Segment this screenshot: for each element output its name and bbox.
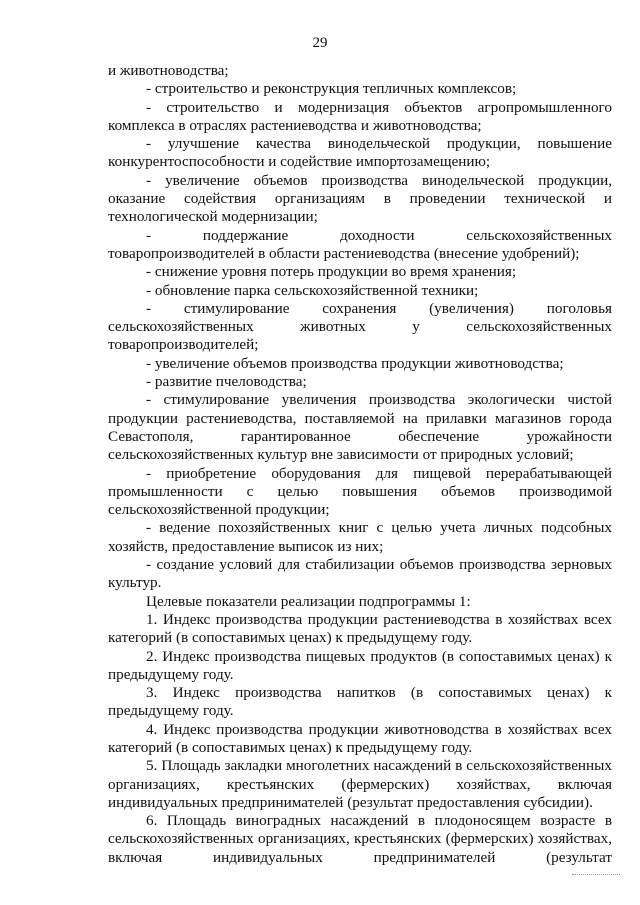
indicator-item: 5. Площадь закладки многолетних насаждений в сельскохозяйственных организациях, крестьянских (фермерских) хозяйствах, включая индивидуальных предпринимателей (результат предоставления субсидии). [108, 757, 612, 811]
indicator-item: 6. Площадь виноградных насаждений в плодоносящем возрасте в сельскохозяйственных организациях, крестьянских (фермерских) хозяйствах, включая индивидуальных предпринимателей (результат [108, 812, 612, 866]
indicator-item: 2. Индекс производства пищевых продуктов (в сопоставимых ценах) к предыдущему году. [108, 647, 612, 683]
list-item: - увеличение объемов производства продукции животноводства; [146, 354, 564, 372]
list-item: - обновление парка сельскохозяйственной техники; [146, 281, 479, 299]
list-item: - ведение похозяйственных книг с целью учета личных подсобных хозяйств, предоставление выписок из них; [108, 519, 612, 555]
list-item: - увеличение объемов производства винодельческой продукции, оказание содействия организациям в проведении технической и технологической модернизации; [108, 171, 612, 226]
list-item: - стимулирование увеличения производства экологически чистой продукции растениеводства, поставляемой на прилавки магазинов города Севастополя, гарантированное обеспечение урожайности сельскохозяйственных культур вне зависимости от природных условий; [108, 391, 612, 464]
page-number: 29 [312, 35, 328, 51]
list-item: - развитие пчеловодства; [146, 373, 307, 391]
list-item: - поддержание доходности сельскохозяйственных товаропроизводителей в области растениеводства (внесение удобрений); [108, 226, 612, 262]
paragraph: и животноводства; [108, 62, 229, 79]
list-item: - улучшение качества винодельческой продукции, повышение конкурентоспособности и содействие импортозамещению; [108, 135, 612, 171]
list-item: - приобретение оборудования для пищевой перерабатывающей промышленности с целью повышения объемов производимой сельскохозяйственной продукции; [108, 464, 612, 519]
list-item: - создание условий для стабилизации объемов производства зерновых культур. [108, 556, 612, 592]
indicator-item: 4. Индекс производства продукции животноводства в хозяйствах всех категорий (в сопоставимых ценах) к предыдущему году. [108, 720, 612, 756]
indicator-item: 3. Индекс производства напитков (в сопоставимых ценах) к предыдущему году. [108, 684, 612, 720]
document-body [108, 62, 612, 867]
list-item: - стимулирование сохранения (увеличения) поголовья сельскохозяйственных животных у сельскохозяйственных товаропроизводителей; [108, 299, 612, 354]
list-item: - строительство и модернизация объектов агропромышленного комплекса в отраслях растениеводства и животноводства; [108, 98, 612, 134]
footer-rule [572, 874, 620, 875]
list-item: - снижение уровня потерь продукции во время хранения; [146, 263, 517, 281]
list-item: - строительство и реконструкция тепличных комплексов; [146, 80, 517, 98]
indicator-item: 1. Индекс производства продукции растениеводства в хозяйствах всех категорий (в сопоставимых ценах) к предыдущему году. [108, 610, 612, 647]
section-heading: Целевые показатели реализации подпрограммы 1: [146, 592, 471, 610]
